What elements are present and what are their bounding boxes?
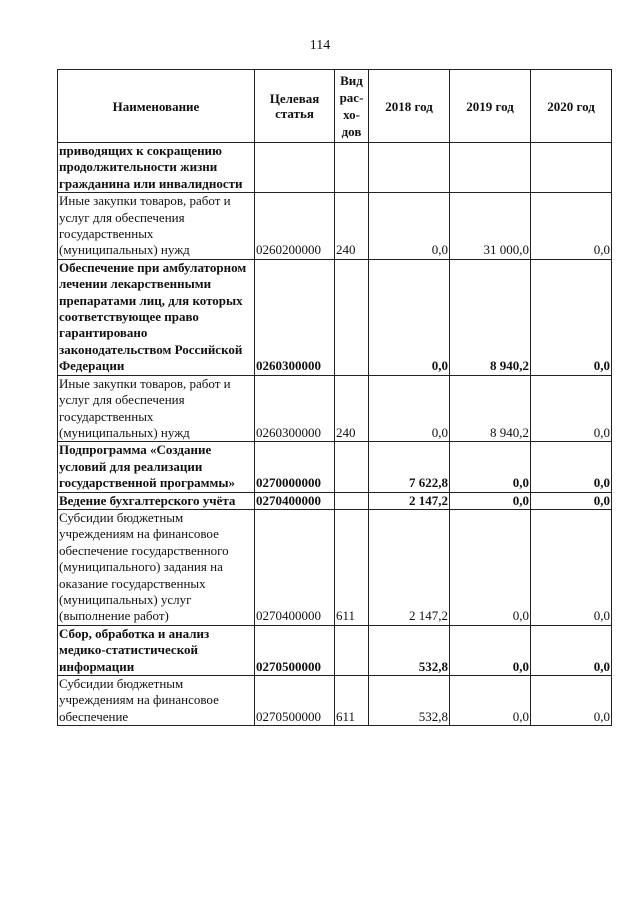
row-2019-cell: 31 000,0 [450, 193, 531, 260]
row-2018-cell: 7 622,8 [369, 442, 450, 492]
row-2020-cell: 0,0 [531, 442, 612, 492]
table-row [58, 625, 612, 675]
header-2018: 2018 год [369, 70, 450, 143]
row-expense-type-cell: 240 [335, 193, 369, 260]
table-row [58, 193, 612, 260]
table-body [58, 143, 612, 726]
row-2018-cell: 0,0 [369, 375, 450, 442]
row-2018-cell: 0,0 [369, 193, 450, 260]
table-row [58, 492, 612, 509]
row-2018-cell: 532,8 [369, 676, 450, 726]
header-target-article [255, 70, 335, 143]
row-2018-cell [369, 143, 450, 193]
table-row [58, 676, 612, 726]
row-name-cell: Иные закупки товаров, работ и услуг для обеспечения государственных (муниципальных) нужд [58, 193, 255, 260]
row-target-article-cell: 0260300000 [255, 375, 335, 442]
row-target-article-cell: 0270400000 [255, 509, 335, 625]
header-expense-type [335, 70, 369, 143]
row-2019-cell [450, 143, 531, 193]
row-expense-type-cell [335, 442, 369, 492]
row-expense-type-cell [335, 492, 369, 509]
row-2018-cell: 0,0 [369, 259, 450, 375]
header-expense-type-line3: хо- [343, 107, 360, 122]
table-row [58, 259, 612, 375]
budget-table [57, 69, 612, 726]
header-expense-type-line2: рас- [339, 90, 364, 105]
table-header-row [58, 70, 612, 143]
table-row [58, 442, 612, 492]
row-target-article-cell [255, 143, 335, 193]
row-expense-type-cell [335, 259, 369, 375]
row-name-cell: приводящих к сокращению продолжительности жизни гражданина или инвалидности [58, 143, 255, 193]
row-expense-type-cell [335, 143, 369, 193]
header-2020: 2020 год [531, 70, 612, 143]
row-target-article-cell: 0270000000 [255, 442, 335, 492]
row-2020-cell: 0,0 [531, 509, 612, 625]
row-name-cell: Сбор, обработка и анализ медико-статистической информации [58, 625, 255, 675]
row-target-article-cell: 0270500000 [255, 676, 335, 726]
table-row [58, 143, 612, 193]
row-2018-cell: 2 147,2 [369, 492, 450, 509]
row-2019-cell: 8 940,2 [450, 375, 531, 442]
row-name-cell: Субсидии бюджетным учреждениям на финансовое обеспечение государственного (муниципального) задания на оказание государственных (муниципальных) услуг (выполнение работ) [58, 509, 255, 625]
header-target-article-line2: статья [275, 106, 314, 121]
row-2020-cell: 0,0 [531, 259, 612, 375]
row-name-cell: Обеспечение при амбулаторном лечении лекарственными препаратами лиц, для которых соответствующее право гарантировано законодательством Российской Федерации [58, 259, 255, 375]
header-expense-type-line1: Вид [340, 73, 363, 88]
row-name-cell: Ведение бухгалтерского учёта [58, 492, 255, 509]
row-2019-cell: 0,0 [450, 625, 531, 675]
header-target-article-line1: Целевая [269, 91, 320, 106]
row-2019-cell: 0,0 [450, 442, 531, 492]
row-2019-cell: 0,0 [450, 676, 531, 726]
row-target-article-cell: 0270400000 [255, 492, 335, 509]
row-2020-cell [531, 143, 612, 193]
header-name: Наименование [58, 70, 255, 143]
row-expense-type-cell: 611 [335, 676, 369, 726]
row-expense-type-cell: 611 [335, 509, 369, 625]
header-expense-type-line4: дов [341, 124, 362, 139]
table-row [58, 509, 612, 625]
row-2019-cell: 0,0 [450, 509, 531, 625]
row-2018-cell: 2 147,2 [369, 509, 450, 625]
page-number: 114 [309, 38, 331, 53]
row-2020-cell: 0,0 [531, 625, 612, 675]
row-expense-type-cell [335, 625, 369, 675]
row-2018-cell: 532,8 [369, 625, 450, 675]
row-name-cell: Иные закупки товаров, работ и услуг для обеспечения государственных (муниципальных) нужд [58, 375, 255, 442]
row-2019-cell: 0,0 [450, 492, 531, 509]
row-expense-type-cell: 240 [335, 375, 369, 442]
row-target-article-cell: 0260200000 [255, 193, 335, 260]
row-2020-cell: 0,0 [531, 375, 612, 442]
row-name-cell: Подпрограмма «Создание условий для реализации государственной программы» [58, 442, 255, 492]
row-name-cell: Субсидии бюджетным учреждениям на финансовое обеспечение [58, 676, 255, 726]
row-target-article-cell: 0270500000 [255, 625, 335, 675]
row-2020-cell: 0,0 [531, 193, 612, 260]
row-2019-cell: 8 940,2 [450, 259, 531, 375]
table-row [58, 375, 612, 442]
row-target-article-cell: 0260300000 [255, 259, 335, 375]
header-2019: 2019 год [450, 70, 531, 143]
row-2020-cell: 0,0 [531, 676, 612, 726]
row-2020-cell: 0,0 [531, 492, 612, 509]
